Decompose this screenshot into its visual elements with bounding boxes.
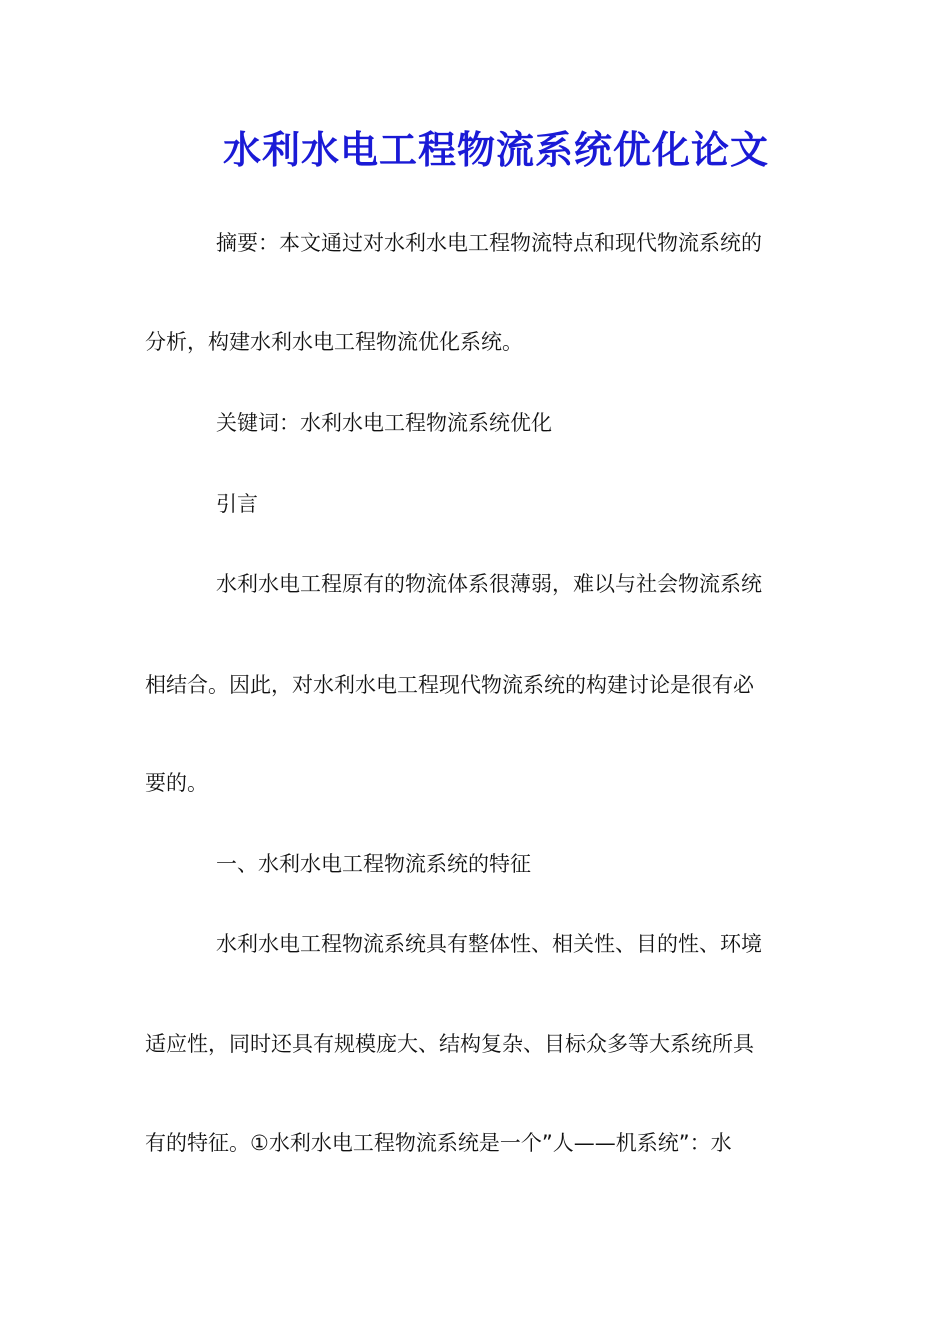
paragraph-line: 要的。 bbox=[145, 771, 208, 795]
paragraph-line: 水利水电工程物流系统具有整体性、相关性、目的性、环境 bbox=[216, 932, 762, 956]
paragraph-line: 水利水电工程原有的物流体系很薄弱，难以与社会物流系统 bbox=[216, 572, 762, 596]
abstract-line-1: 摘要：本文通过对水利水电工程物流特点和现代物流系统的 bbox=[216, 231, 762, 255]
abstract-line-2: 分析，构建水利水电工程物流优化系统。 bbox=[145, 330, 523, 354]
section-heading-introduction: 引言 bbox=[216, 492, 258, 516]
section-heading-1: 一、水利水电工程物流系统的特征 bbox=[216, 852, 531, 876]
paragraph-line: 相结合。因此，对水利水电工程现代物流系统的构建讨论是很有必 bbox=[145, 673, 754, 697]
document-title: 水利水电工程物流系统优化论文 bbox=[222, 127, 769, 172]
paragraph-line: 适应性，同时还具有规模庞大、结构复杂、目标众多等大系统所具 bbox=[145, 1032, 754, 1056]
paragraph-line: 有的特征。①水利水电工程物流系统是一个”人——机系统”：水 bbox=[145, 1131, 732, 1155]
keywords-line: 关键词：水利水电工程物流系统优化 bbox=[216, 411, 552, 435]
